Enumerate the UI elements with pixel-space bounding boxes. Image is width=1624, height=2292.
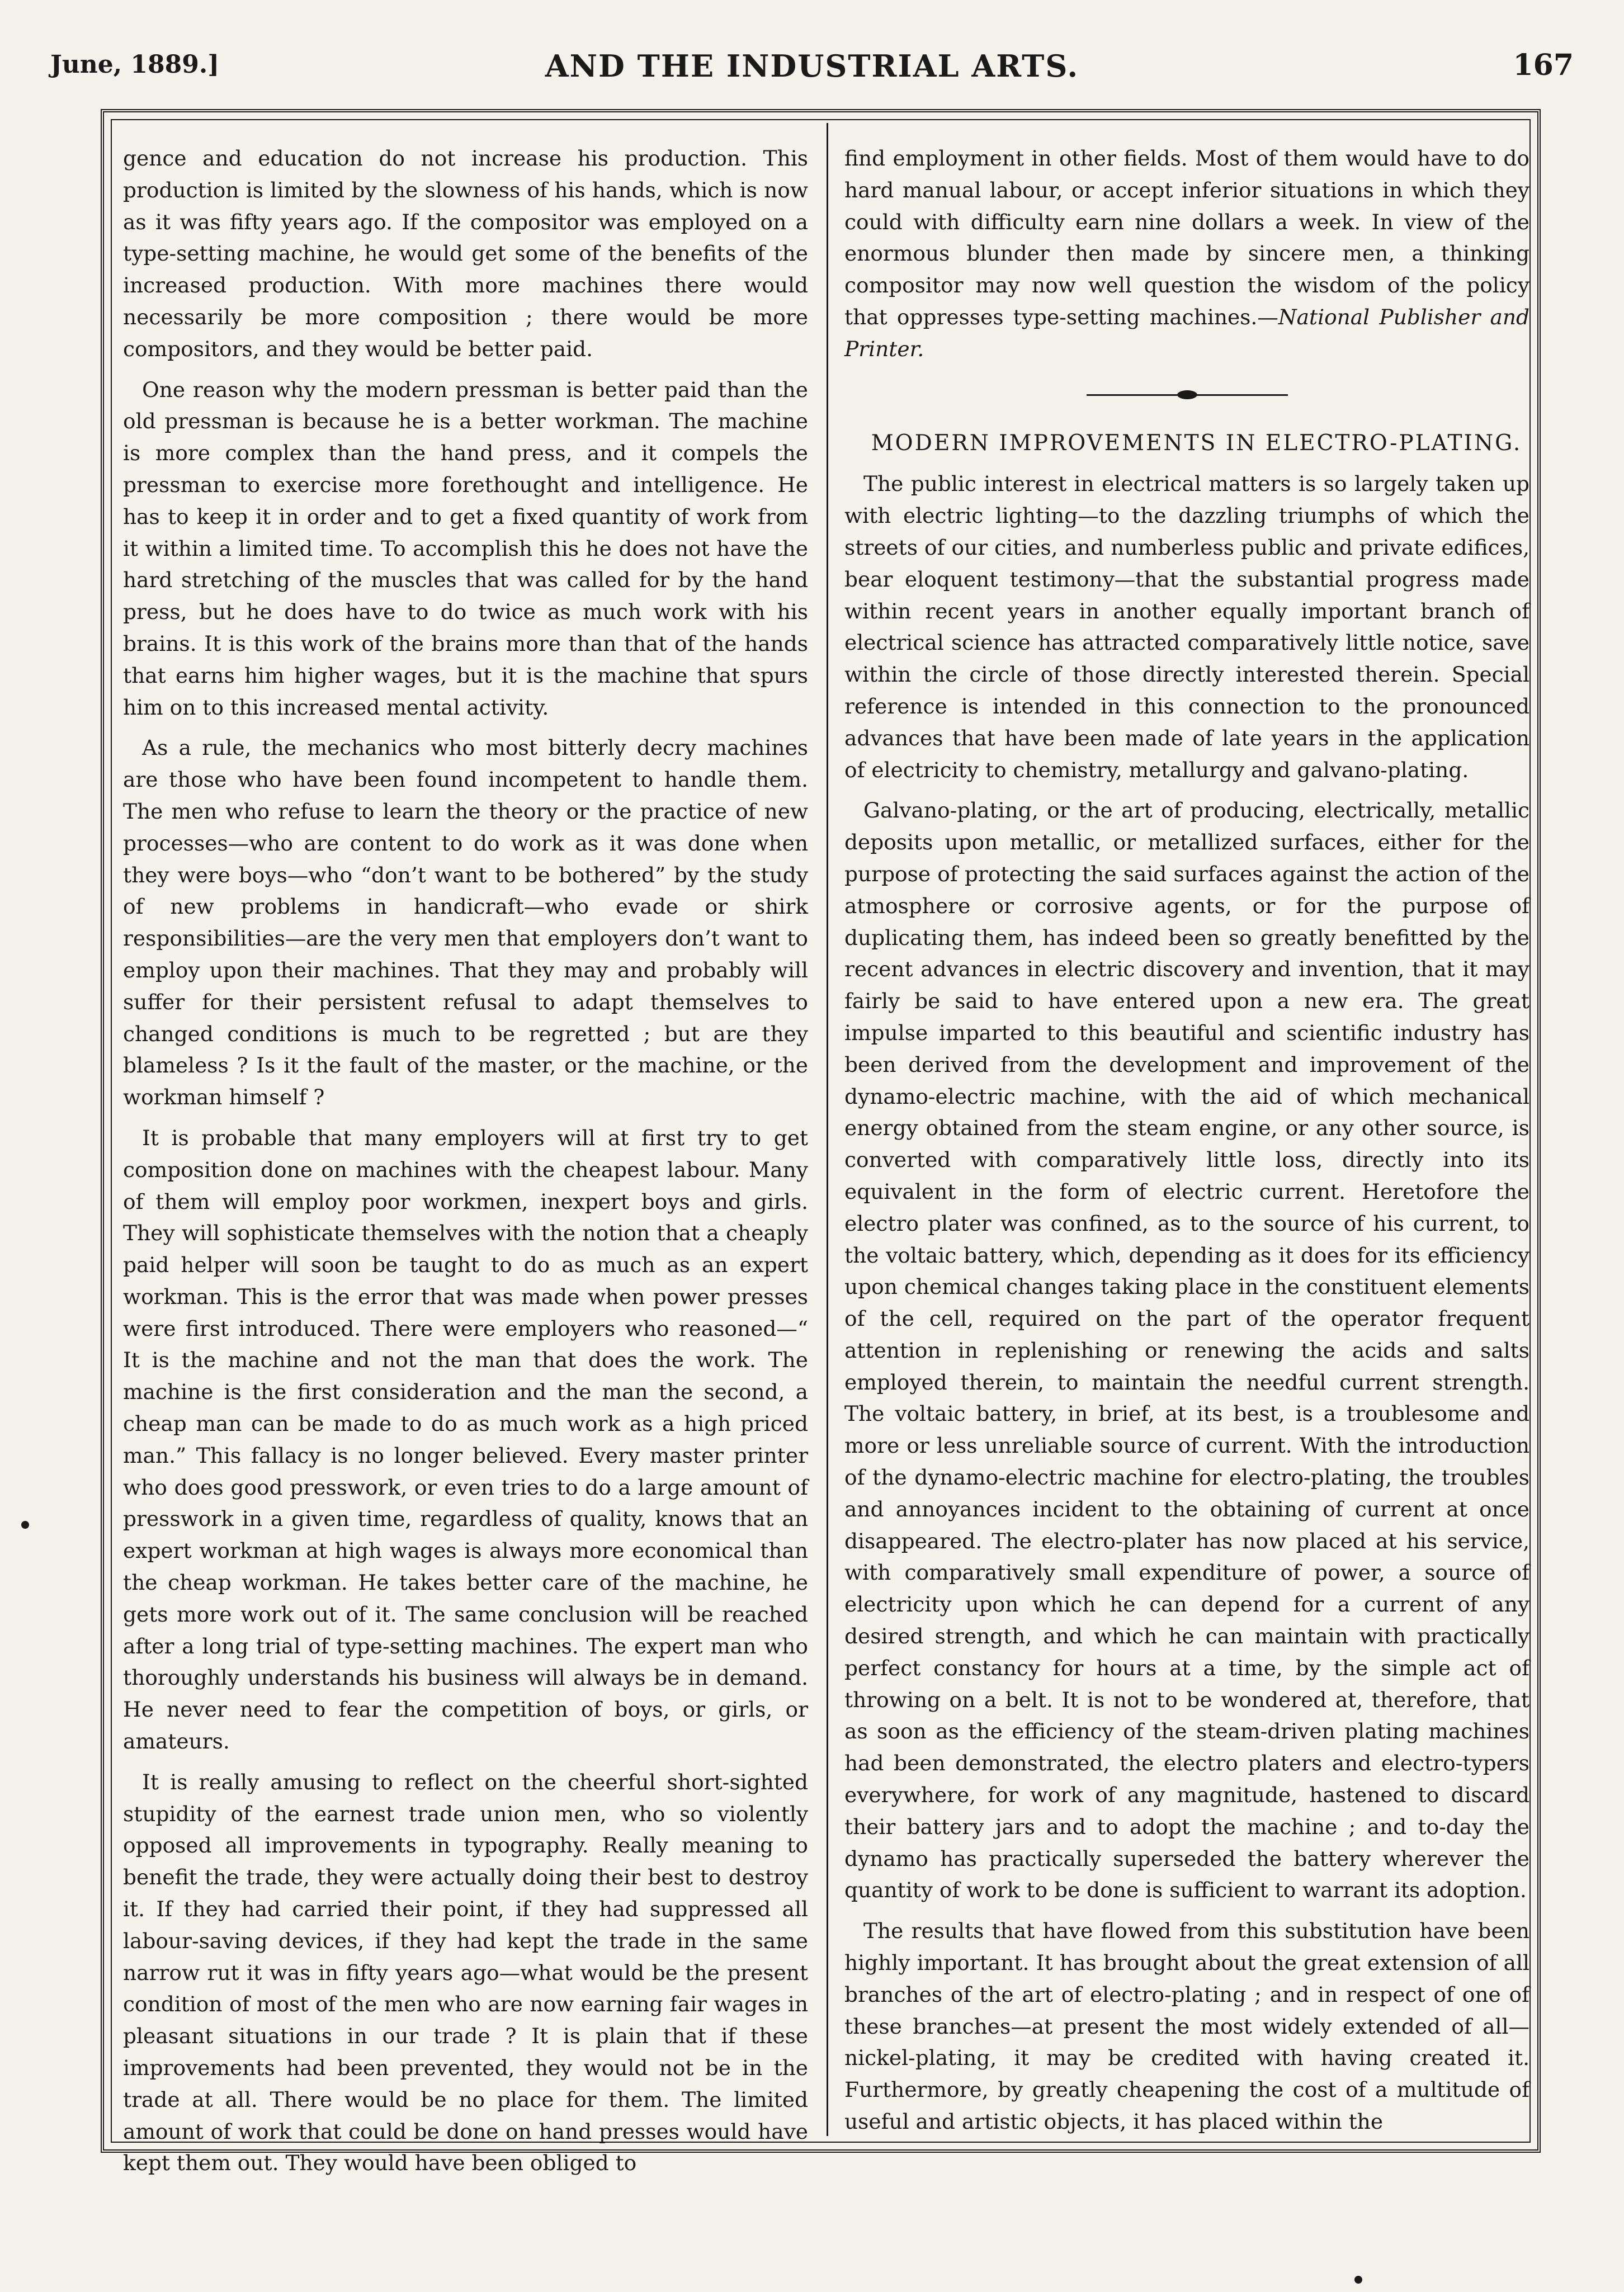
- running-title: AND THE INDUSTRIAL ARTS.: [545, 48, 1079, 84]
- paragraph: It is really amusing to reflect on the cheerful short-sighted stupidity of the earnest trade union men, who so violently opposed all improvements in typography. Really meaning to benefit the trade, they were actually doing their best to destroy it. If they had carried their point, if they had suppressed all labour-saving devices, if they had kept the trade in the same narrow rut it was in fifty years ago—what would be the present condition of most of the men who are now earning fair wages in pleasant situations in our trade ? It is plain that if these improvements had been prevented, they would not be in the trade at all. There would be no place for them. The limited amount of work that could be done on hand presses would have kept them out. They would have been obliged to: [123, 1769, 808, 2176]
- section-divider: [1087, 389, 1288, 401]
- paragraph: gence and education do not increase his production. This production is limited by the slowness of his hands, which is now as it was fifty years ago. If the compositor was employed on a type-setting machine, he would get some of the benefits of the increased production. With more machines there would necessarily be more composition ; there would be more compositors, and they would be better paid.: [123, 146, 808, 361]
- continued-text: find employment in other fields. Most of them would have to do hard manual labour, or accept inferior situations in which they could with difficulty earn nine dollars a week. In view of the enormous blunder then made by sincere men, a thinking compositor may now well question the wisdom of the policy that oppresses type-setting machines.—: [844, 146, 1529, 329]
- paragraph: It is probable that many employers will at first try to get composition done on machines with the cheapest labour. Many of them will employ poor workmen, inexpert boys and girls. They will sophisticate themselves with the notion that a cheaply paid helper will soon be taught to do as much as an expert workman. This is the error that was made when power presses were first introduced. There were employers who reasoned—“ It is the machine and not the man that does the work. The machine is the first consideration and the man the second, a cheap man can be made to do as much work as a high priced man.” This fallacy is no longer believed. Every master printer who does good presswork, or even tries to do a large amount of presswork in a given time, regardless of quality, knows that an expert workman at high wages is always more economical than the cheap workman. He takes better care of the machine, he gets more work out of it. The same conclusion will be reached after a long trial of type-setting machines. The expert man who thoroughly understands his business will always be in demand. He never need to fear the competition of boys, or girls, or amateurs.: [123, 1125, 808, 1754]
- paragraph: Galvano-plating, or the art of producing, electrically, metallic deposits upon metallic, or metallized surfaces, either for the purpose of protecting the said surfaces against the action of the atmosphere or corrosive agents, or for the purpose of duplicating them, has indeed been so greatly benefitted by the recent advances in electric discovery and invention, that it may fairly be said to have entered upon a new era. The great impulse imparted to this beautiful and scientific industry has been derived from the development and improvement of the dynamo-electric machine, with the aid of which mechanical energy obtained from the steam engine, or any other source, is converted with comparatively little loss, directly into its equivalent in the form of electric current. Heretofore the electro plater was confined, as to the source of his current, to the voltaic battery, which, depending as it does for its efficiency upon chemical changes taking place in the constituent elements of the cell, required on the part of the operator frequent attention in replenishing or renewing the acids and salts employed therein, to maintain the needful current strength. The voltaic battery, in brief, at its best, is a troublesome and more or less unreliable source of current. With the introduction of the dynamo-electric machine for electro-plating, the troubles and annoyances incident to the obtaining of current at once disappeared. The electro-plater has now placed at his service, with comparatively small expenditure of power, a source of electricity upon which he can depend for a current of any desired strength, and which he can maintain with practically perfect constancy for hours at a time, by the simple act of throwing on a belt. It is not to be wondered at, therefore, that as soon as the efficiency of the steam-driven plating machines had been demonstrated, the electro platers and electro-typers everywhere, for work of any magnitude, hastened to discard their battery jars and to adopt the machine ; and to-day the dynamo has practically superseded the battery wherever the quantity of work to be done is sufficient to warrant its adoption.: [844, 798, 1529, 1903]
- paragraph: One reason why the modern pressman is better paid than the old pressman is because he is a better workman. The machine is more complex than the hand press, and it compels the pressman to exercise more forethought and intelligence. He has to keep it in order and to get a fixed quantity of work from it within a limited time. To accomplish this he does not have the hard stretching of the muscles that was called for by the hand press, but he does have to do twice as much work with his brains. It is this work of the brains more than that of the hands that earns him higher wages, but it is the machine that spurs him on to this increased mental activity.: [123, 377, 808, 720]
- paragraph: The results that have flowed from this substitution have been highly important. It has brought about the great extension of all branches of the art of electro-plating ; and in respect of one of these branches—at present the most widely extended of all—nickel-plating, it may be credited with having created it. Furthermore, by greatly cheapening the cost of a multitude of useful and artistic objects, it has placed within the: [844, 1918, 1529, 2134]
- page-header: [50, 45, 1574, 89]
- paragraph: The public interest in electrical matters is so largely taken up with electric lighting—to the dazzling triumphs of which the streets of our cities, and numberless public and private edifices, bear eloquent testimony—that the substantial progress made within recent years in another equally important branch of electrical science has attracted comparatively little notice, save within the circle of those directly interested therein. Special reference is intended in this connection to the pronounced advances that have been made of late years in the application of electricity to chemistry, metallurgy and galvano-plating.: [844, 471, 1529, 782]
- margin-mark: [1354, 2276, 1362, 2284]
- paragraph: As a rule, the mechanics who most bitterly decry machines are those who have been found incompetent to handle them. The men who refuse to learn the theory or the practice of new processes—who are content to do work as it was done when they were boys—who “don’t want to be bothered” by the study of new problems in handicraft—who evade or shirk responsibilities—are the very men that employers don’t want to employ upon their machines. That they may and probably will suffer for their persistent refusal to adapt themselves to changed conditions is much to be regretted ; but are they blameless ? Is it the fault of the master, or the machine, or the workman himself ?: [123, 735, 808, 1110]
- margin-mark: [21, 1521, 29, 1529]
- right-column: [844, 143, 1529, 2147]
- page-number: 167: [1513, 48, 1574, 82]
- column-rule: [827, 123, 828, 2136]
- continued-paragraph: [844, 143, 1529, 365]
- issue-date: June, 1889.]: [50, 50, 220, 79]
- left-column: [123, 143, 808, 2188]
- source-citation: National Publisher and Printer.: [844, 304, 1529, 361]
- article-title: MODERN IMPROVEMENTS IN ELECTRO-PLATING.: [871, 430, 1522, 456]
